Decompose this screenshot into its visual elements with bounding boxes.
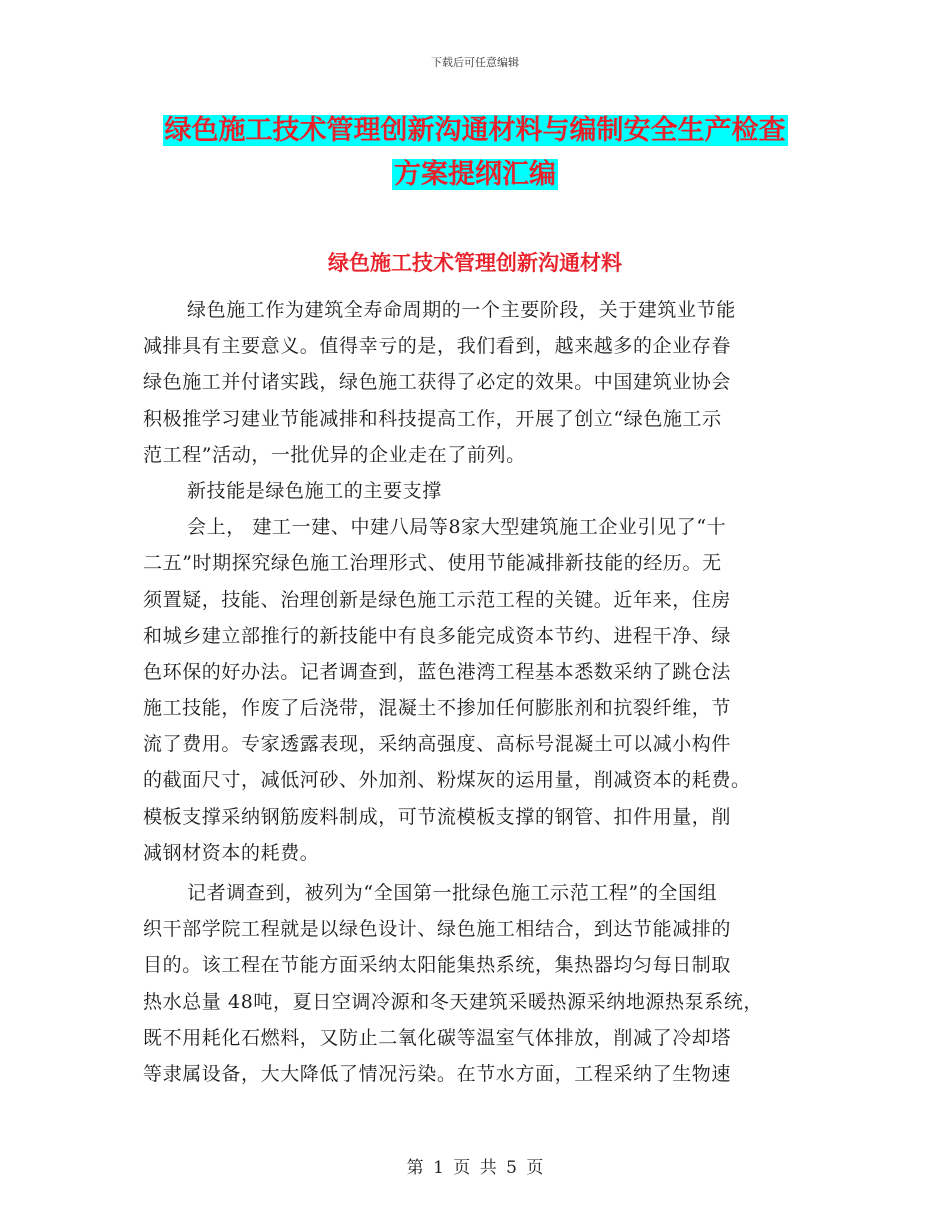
body-line: 记者调查到，被列为“全国第一批绿色施工示范工程”的全国组: [187, 882, 718, 904]
document-title-line-1: [0, 112, 950, 150]
body-line: 减钢材资本的耗费。: [143, 841, 320, 864]
body-line: 减排具有主要意义。值得幸亏的是，我们看到，越来越多的企业存眷: [143, 335, 732, 358]
body-line: 织干部学院工程就是以绿色设计、绿色施工相结合，到达节能减排的: [143, 918, 732, 941]
body-line: 色环保的好办法。记者调查到，蓝色港湾工程基本悉数采纳了跳仓法: [143, 660, 732, 683]
body-line: 的截面尺寸，减低河砂、外加剂、粉煤灰的运用量，削减资本的耗费。: [143, 769, 751, 792]
body-line: 积极推学习建业节能减排和科技提高工作，开展了创立“绿色施工示: [143, 407, 722, 430]
section-title: 绿色施工技术管理创新沟通材料: [328, 250, 622, 275]
body-line: 会上， 建工一建、中建八局等8家大型建筑施工企业引见了“十: [187, 516, 727, 539]
body-line: 既不用耗化石燃料，又防止二氧化碳等温室气体排放，削减了冷却塔: [143, 1026, 732, 1049]
page-header-note: 下载后可任意编辑: [431, 56, 519, 69]
title-highlight-2: 方案提纲汇编: [394, 159, 556, 190]
body-line: 等隶属设备，大大降低了情况污染。在节水方面，工程采纳了生物速: [143, 1062, 732, 1085]
body-line: 和城乡建立部推行的新技能中有良多能完成资本节约、进程干净、绿: [143, 624, 732, 647]
body-line: 目的。该工程在节能方面采纳太阳能集热系统，集热器均匀每日制取: [143, 954, 732, 977]
title-highlight-1: 绿色施工技术管理创新沟通材料与编制安全生产检查: [164, 115, 786, 146]
body-line: 二五”时期探究绿色施工治理形式、使用节能减排新技能的经历。无: [143, 552, 722, 575]
body-line: 流了费用。专家透露表现，采纳高强度、高标号混凝土可以减小构件: [143, 733, 732, 756]
body-line: 施工技能，作废了后浇带，混凝土不掺加任何膨胀剂和抗裂纤维，节: [143, 697, 732, 720]
subheading-line: 新技能是绿色施工的主要支撑: [187, 479, 442, 502]
body-line: 须置疑，技能、治理创新是绿色施工示范工程的关键。近年来，住房: [143, 588, 732, 611]
body-line: 模板支撑采纳钢筋废料制成，可节流模板支撑的钢管、扣件用量，削: [143, 805, 732, 828]
document-title-line-2: [0, 156, 950, 194]
body-line: 绿色施工并付诸实践，绿色施工获得了必定的效果。中国建筑业协会: [143, 371, 732, 394]
body-line: 绿色施工作为建筑全寿命周期的一个主要阶段，关于建筑业节能: [187, 299, 736, 321]
body-text: [143, 292, 823, 1092]
body-line: 热水总量 48吨，夏日空调冷源和冬天建筑采暖热源采纳地源热泵系统，: [143, 990, 764, 1013]
page-footer: 第 1 页 共 5 页: [406, 1158, 544, 1178]
body-line: 范工程”活动，一批优异的企业走在了前列。: [143, 443, 526, 466]
